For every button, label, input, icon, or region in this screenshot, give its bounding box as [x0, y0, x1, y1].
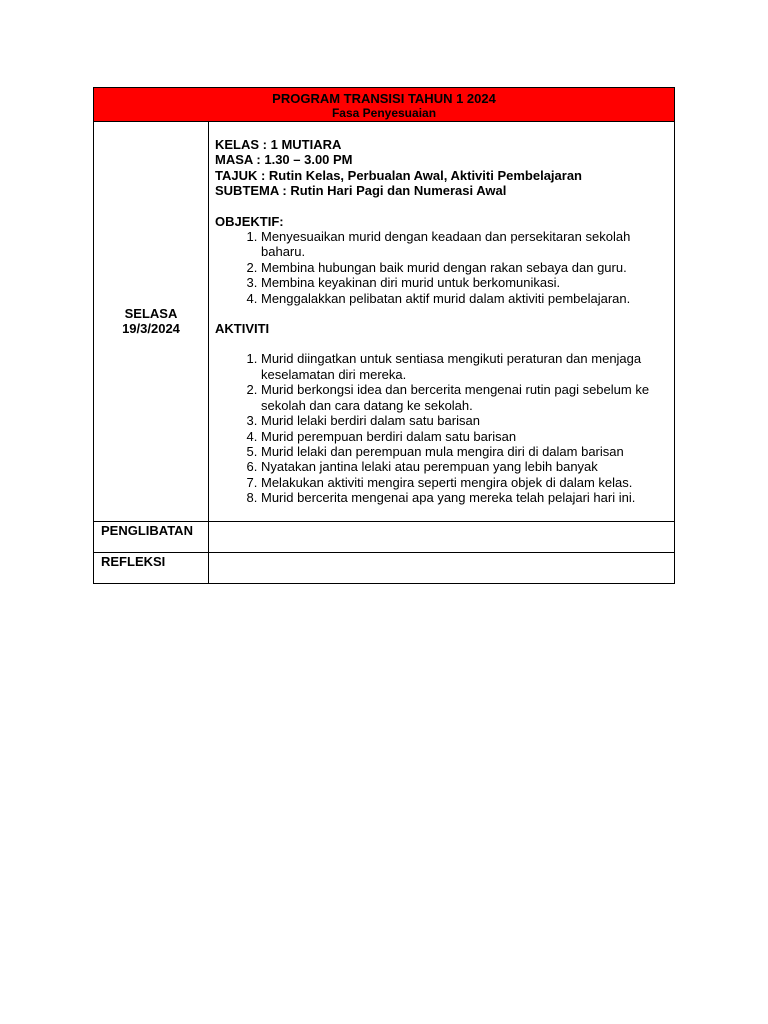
- masa-line: MASA : 1.30 – 3.00 PM: [215, 152, 353, 168]
- list-item: 2. Membina hubungan baik murid dengan rakan sebaya dan guru.: [261, 260, 668, 275]
- penglibatan-row: [94, 521, 675, 552]
- penglibatan-value: [209, 521, 675, 552]
- list-item: 2. Murid berkongsi idea dan bercerita mengenai rutin pagi sebelum ke sekolah dan cara datang ke sekolah.: [261, 382, 668, 413]
- header-cell: [94, 88, 675, 122]
- program-title: PROGRAM TRANSISI TAHUN 1 2024: [272, 90, 496, 106]
- kelas-line: KELAS : 1 MUTIARA: [215, 137, 342, 152]
- spacer: [215, 199, 668, 214]
- lesson-plan-table: [93, 87, 675, 584]
- refleksi-label: REFLEKSI: [94, 552, 209, 583]
- spacer: [215, 336, 668, 351]
- list-item: 1. Murid diingatkan untuk sentiasa mengikuti peraturan dan menjaga keselamatan diri mereka.: [261, 351, 668, 382]
- list-item: 3. Murid lelaki berdiri dalam satu barisan: [261, 413, 668, 428]
- list-item: 5. Murid lelaki dan perempuan mula mengira diri di dalam barisan: [261, 444, 668, 459]
- penglibatan-label: PENGLIBATAN: [94, 521, 209, 552]
- refleksi-row: [94, 552, 675, 583]
- header-row: [94, 88, 675, 122]
- day-date: 19/3/2024: [122, 321, 180, 337]
- tajuk-line: TAJUK : Rutin Kelas, Perbualan Awal, Aktiviti Pembelajaran: [215, 167, 582, 183]
- phase-subtitle: Fasa Penyesuaian: [331, 105, 437, 120]
- list-item: 4. Murid perempuan berdiri dalam satu barisan: [261, 429, 668, 444]
- lesson-content: [209, 122, 675, 522]
- subtema-line: SUBTEMA : Rutin Hari Pagi dan Numerasi Awal: [215, 183, 507, 199]
- spacer: [215, 306, 668, 321]
- aktiviti-heading: AKTIVITI: [215, 321, 270, 337]
- objektif-heading: OBJEKTIF:: [215, 213, 284, 229]
- objektif-list: [215, 229, 668, 306]
- list-item: 6. Nyatakan jantina lelaki atau perempuan yang lebih banyak: [261, 459, 668, 474]
- refleksi-value: [209, 552, 675, 583]
- list-item: 3. Membina keyakinan diri murid untuk berkomunikasi.: [261, 275, 668, 290]
- list-item: 8. Murid bercerita mengenai apa yang mereka telah pelajari hari ini.: [261, 490, 668, 505]
- day-cell: [94, 122, 209, 522]
- aktiviti-list: [215, 351, 668, 505]
- lesson-row: [94, 122, 675, 522]
- day-name: SELASA: [124, 306, 178, 322]
- list-item: 7. Melakukan aktiviti mengira seperti mengira objek di dalam kelas.: [261, 475, 668, 490]
- list-item: 1. Menyesuaikan murid dengan keadaan dan persekitaran sekolah baharu.: [261, 229, 668, 260]
- list-item: 4. Menggalakkan pelibatan aktif murid dalam aktiviti pembelajaran.: [261, 291, 668, 306]
